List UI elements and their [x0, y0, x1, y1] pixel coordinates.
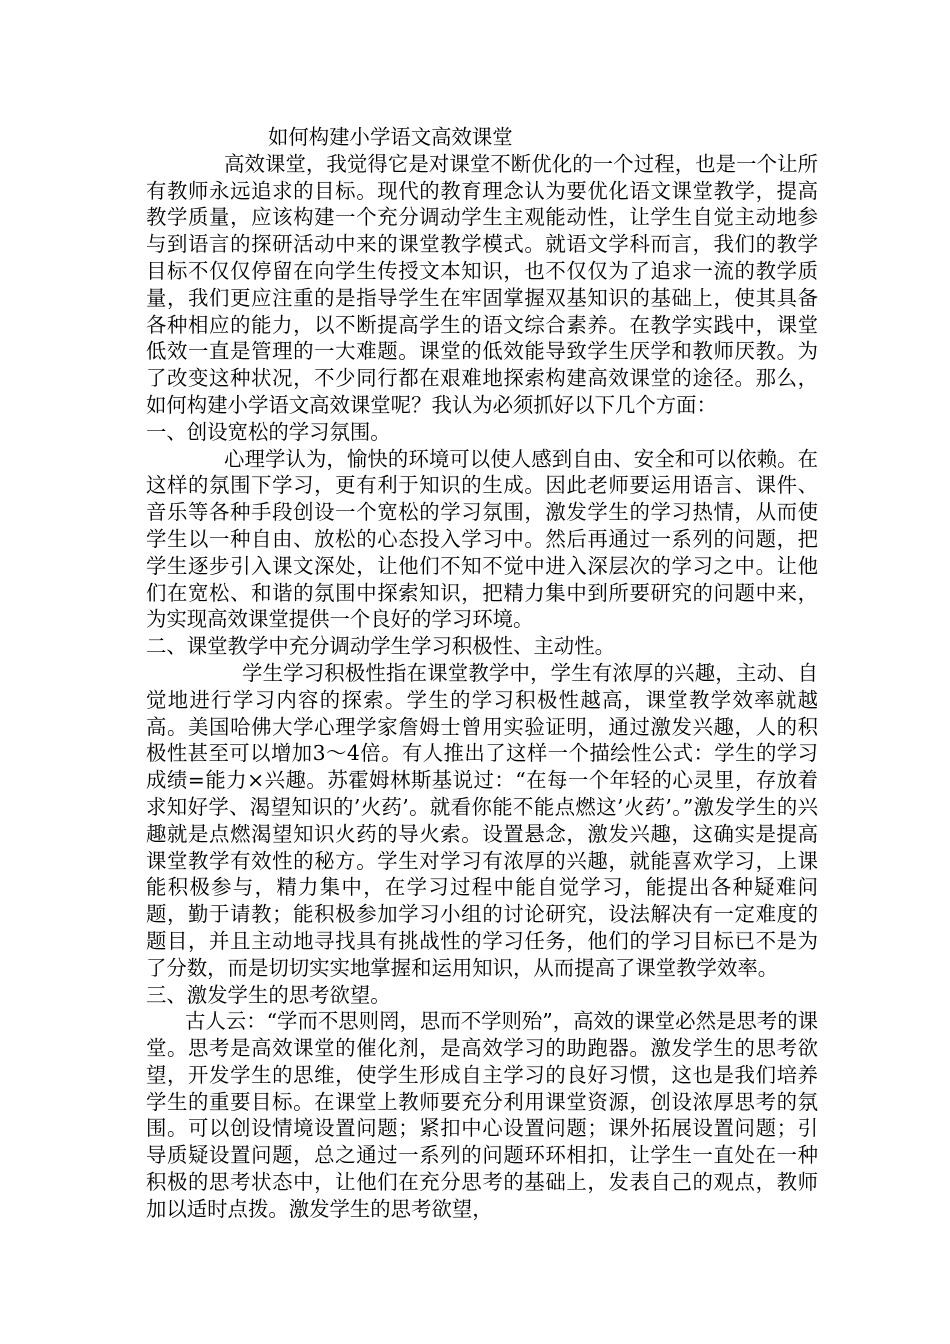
section-1-heading: 一、创设宽松的学习氛围。 [146, 419, 391, 444]
document-title: 如何构建小学语文高效课堂 [268, 125, 513, 149]
section-2-heading: 二、课堂教学中充分调动学生学习积极性、主动性。 [146, 634, 615, 659]
section-2-paragraph: 学生学习积极性指在课堂教学中，学生有浓厚的兴趣，主动、自觉地进行学习内容的探索。学生的学习积极性越高，课堂教学效率就越高。美国哈佛大学心理学家詹姆士曾用实验证明，通过激发兴趣，人的积极性甚至可以增加3～4倍。有人推出了这样一个描绘性公式：学生的学习成绩=能力×兴趣。苏霍姆林斯基说过：“在每一个年轻的心灵里，存放着求知好学、渴望知识的’火药’。就看你能不能点燃这’火药’。”激发学生的兴趣就是点燃渴望知识火药的导火索。设置悬念，激发兴趣，这确实是提高课堂教学有效性的秘方。学生对学习有浓厚的兴趣，就能喜欢学习，上课能积极参与，精力集中，在学习过程中能自觉学习，能提出各种疑难问题，勤于请教；能积极参加学习小组的讨论研究，设法解决有一定难度的题目，并且主动地寻找具有挑战性的学习任务，他们的学习目标已不是为了分数，而是切切实实地掌握和运用知识，从而提高了课堂教学效率。 [146, 660, 818, 980]
document-body [146, 124, 818, 1223]
section-3-heading: 三、激发学生的思考欲望。 [146, 982, 391, 1007]
section-3-paragraph: 古人云：“学而不思则罔，思而不学则殆”，高效的课堂必然是思考的课堂。思考是高效课堂的催化剂，是高效学习的助跑器。激发学生的思考欲望，开发学生的思维，使学生形成自主学习的良好习惯，这也是我们培养学生的重要目标。在课堂上教师要充分利用课堂资源，创设浓厚思考的氛围。可以创设情境设置问题；紧扣中心设置问题；课外拓展设置问题；引导质疑设置问题，总之通过一系列的问题环环相扣，让学生一直处在一种积极的思考状态中，让他们在充分思考的基础上，发表自己的观点，教师加以适时点拨。激发学生的思考欲望， [146, 1009, 818, 1221]
intro-paragraph: 高效课堂，我觉得它是对课堂不断优化的一个过程，也是一个让所有教师永远追求的目标。现代的教育理念认为要优化语文课堂教学，提高教学质量，应该构建一个充分调动学生主观能动性，让学生自觉主动地参与到语言的探研活动中来的课堂教学模式。就语文学科而言，我们的教学目标不仅仅停留在向学生传授文本知识，也不仅仅为了追求一流的教学质量，我们更应注重的是指导学生在牢固掌握双基知识的基础上，使其具备各种相应的能力，以不断提高学生的语文综合素养。在教学实践中，课堂低效一直是管理的一大难题。课堂的低效能导致学生厌学和教师厌教。为了改变这种状况，不少同行都在艰难地探索构建高效课堂的途径。那么，如何构建小学语文高效课堂呢？我认为必须抓好以下几个方面： [146, 151, 818, 417]
section-1-paragraph: 心理学认为，愉快的环境可以使人感到自由、安全和可以依赖。在这样的氛围下学习，更有利于知识的生成。因此老师要运用语言、课件、音乐等各种手段创设一个宽松的学习氛围，激发学生的学习热情，从而使学生以一种自由、放松的心态投入学习中。然后再通过一系列的问题，把学生逐步引入课文深处，让他们不知不觉中进入深层次的学习之中。让他们在宽松、和谐的氛围中探索知识，把精力集中到所要研究的问题中来，为实现高效课堂提供一个良好的学习环境。 [146, 446, 818, 632]
